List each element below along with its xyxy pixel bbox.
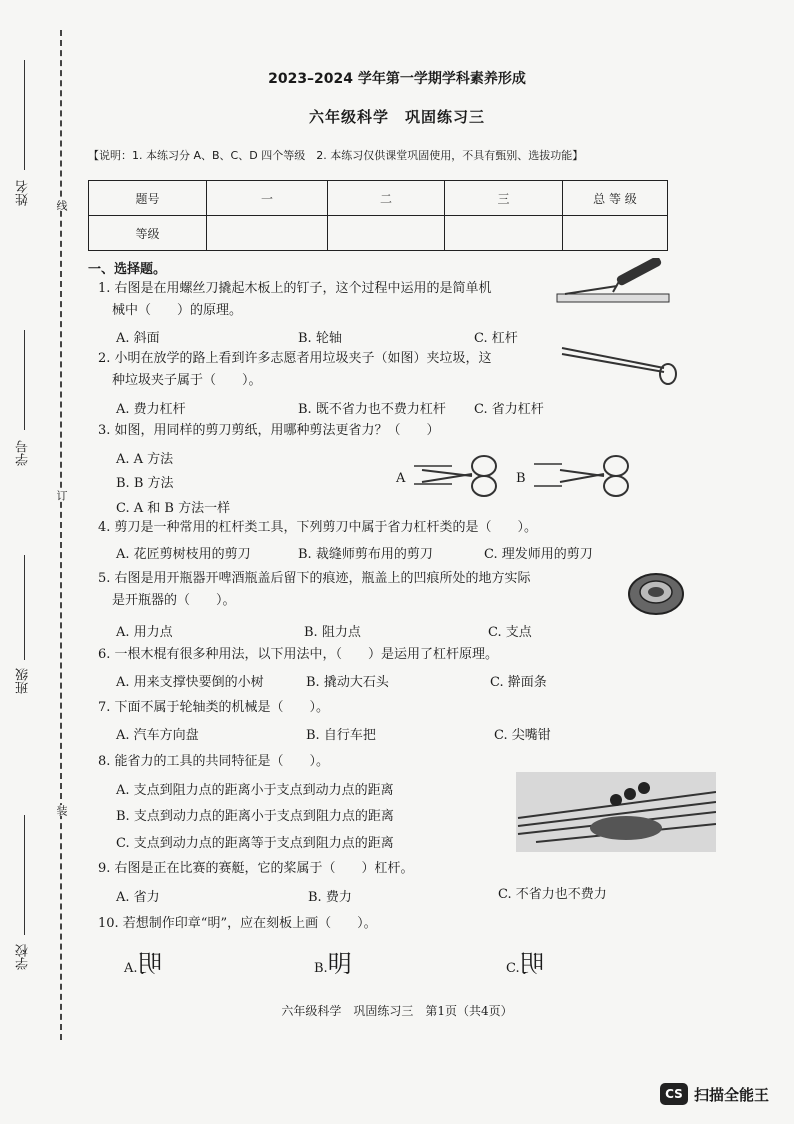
option-letter: C. (506, 961, 520, 976)
grade-cell: 二 (328, 181, 445, 216)
grade-table-grade-row (89, 216, 668, 251)
grade-input-cell[interactable] (563, 216, 668, 251)
grade-input-cell[interactable] (328, 216, 445, 251)
school-label: 学校 (16, 944, 31, 970)
option[interactable]: C. 省力杠杆 (474, 402, 544, 417)
option[interactable]: C. 支点 (488, 625, 532, 640)
binding-char-staple: 订 (55, 490, 68, 501)
option[interactable]: A. 花匠剪树枝用的剪刀 (116, 547, 251, 562)
exam-note: 【说明：1. 本练习分 A、B、C、D 四个等级 2. 本练习仅供课堂巩固使用，不具有甄别、选拔功能】 (88, 149, 584, 162)
option[interactable]: B. 阻力点 (304, 625, 361, 640)
camscanner-logo-icon: CS (660, 1083, 688, 1105)
screwdriver-lever-figure (555, 258, 675, 308)
question-10 (98, 913, 377, 935)
page-footer: 六年级科学 巩固练习三 第1页（共4页） (281, 1004, 513, 1018)
option[interactable]: B. 自行车把 (306, 728, 376, 743)
rowing-boat-figure (516, 772, 716, 852)
option[interactable]: A. 用来支撑快要倒的小树 (116, 675, 264, 690)
option[interactable]: B. 支点到动力点的距离小于支点到阻力点的距离 (116, 809, 394, 824)
student-id-rule (24, 330, 25, 430)
question-text: 6. 一根木棍有很多种用法，以下用法中，（ ）是运用了杠杆原理。 (98, 647, 499, 662)
binding-dashed-line (60, 30, 62, 1040)
exam-subtitle: 六年级科学 巩固练习三 (308, 108, 485, 126)
question-8 (98, 751, 329, 773)
binding-char-bind: 装 (55, 805, 68, 816)
scissors-b-figure (532, 448, 632, 498)
grade-cell: 一 (207, 181, 328, 216)
question-5 (98, 568, 531, 612)
binding-char-line: 线 (55, 200, 68, 211)
option[interactable]: A. 支点到阻力点的距离小于支点到动力点的距离 (116, 783, 394, 798)
option[interactable]: B. 撬动大石头 (306, 675, 389, 690)
option[interactable] (124, 944, 162, 979)
grade-cell: 题号 (89, 181, 207, 216)
question-7 (98, 697, 329, 719)
question-text: 8. 能省力的工具的共同特征是（ ）。 (98, 754, 330, 769)
option[interactable]: B. 裁缝师剪布用的剪刀 (298, 547, 433, 562)
option[interactable] (506, 944, 544, 979)
question-text: 3. 如图，用同样的剪刀剪纸，用哪种剪法更省力？（ ） (98, 423, 440, 438)
option[interactable]: C. 支点到动力点的距离等于支点到阻力点的距离 (116, 836, 394, 851)
question-text: 是开瓶器的（ ）。 (112, 593, 236, 608)
student-id-label: 学号 (16, 440, 31, 466)
stamp-glyph: 明 (327, 950, 352, 978)
question-text: 7. 下面不属于轮轴类的机械是（ ）。 (98, 700, 330, 715)
grade-input-cell[interactable] (445, 216, 563, 251)
name-label: 姓名 (16, 180, 31, 206)
exam-title: 2023–2024 学年第一学期学科素养形成 (268, 71, 526, 87)
question-text: 4. 剪刀是一种常用的杠杆类工具，下列剪刀中属于省力杠杆类的是（ ）。 (98, 520, 538, 535)
option[interactable] (314, 944, 352, 979)
question-text: 1. 右图是在用螺丝刀撬起木板上的钉子，这个过程中运用的是简单机 (98, 281, 492, 296)
question-3 (98, 420, 440, 442)
option-letter: A. (124, 961, 138, 976)
stamp-glyph-mirrored: 明 (137, 950, 162, 978)
question-text: 2. 小明在放学的路上看到许多志愿者用垃圾夹子（如图）夹垃圾，这 (98, 351, 492, 366)
question-6 (98, 644, 498, 666)
camscanner-watermark-text: 扫描全能王 (694, 1086, 770, 1104)
option[interactable]: C. 杠杆 (474, 331, 518, 346)
option[interactable]: C. 不省力也不费力 (498, 887, 607, 902)
question-4 (98, 517, 537, 539)
option[interactable]: C. 理发师用的剪刀 (484, 547, 593, 562)
grade-table-header-row (89, 181, 668, 216)
option[interactable]: C. 擀面条 (490, 675, 547, 690)
option[interactable]: C. 尖嘴钳 (494, 728, 551, 743)
figure-label-a: A (396, 471, 406, 486)
question-text: 9. 右图是正在比赛的赛艇，它的桨属于（ ）杠杆。 (98, 861, 414, 876)
question-text: 5. 右图是用开瓶器开啤酒瓶盖后留下的痕迹，瓶盖上的凹痕所处的地方实际 (98, 571, 531, 586)
option[interactable]: A. 费力杠杆 (116, 402, 186, 417)
grade-cell: 等级 (89, 216, 207, 251)
trash-tongs-figure (560, 340, 680, 388)
option[interactable]: B. B 方法 (116, 476, 174, 491)
question-2 (98, 348, 492, 392)
option[interactable]: C. A 和 B 方法一样 (116, 501, 231, 516)
class-label: 班级 (16, 668, 31, 694)
class-rule (24, 555, 25, 660)
grade-input-cell[interactable] (207, 216, 328, 251)
question-9 (98, 858, 414, 880)
scissors-a-figure (412, 448, 504, 498)
school-rule (24, 815, 25, 935)
question-1 (98, 278, 492, 322)
grade-cell: 三 (445, 181, 563, 216)
option[interactable]: A. 斜面 (116, 331, 160, 346)
option[interactable]: B. 既不省力也不费力杠杆 (298, 402, 446, 417)
question-text: 10. 若想制作印章“明”，应在刻板上画（ ）。 (98, 916, 377, 931)
option[interactable]: A. A 方法 (116, 452, 174, 467)
option[interactable]: A. 汽车方向盘 (116, 728, 199, 743)
bottle-cap-figure (626, 568, 686, 618)
option[interactable]: B. 轮轴 (298, 331, 342, 346)
section-heading: 一、选择题。 (88, 262, 167, 277)
grade-table (88, 180, 668, 251)
question-text: 械中（ ）的原理。 (112, 303, 243, 318)
option[interactable]: B. 费力 (308, 890, 352, 905)
option[interactable]: A. 省力 (116, 890, 160, 905)
option-letter: B. (314, 961, 328, 976)
question-text: 种垃圾夹子属于（ ）。 (112, 373, 262, 388)
grade-cell: 总 等 级 (563, 181, 668, 216)
option[interactable]: A. 用力点 (116, 625, 173, 640)
stamp-glyph-mirrored: 明 (519, 950, 544, 978)
figure-label-b: B (516, 471, 526, 486)
